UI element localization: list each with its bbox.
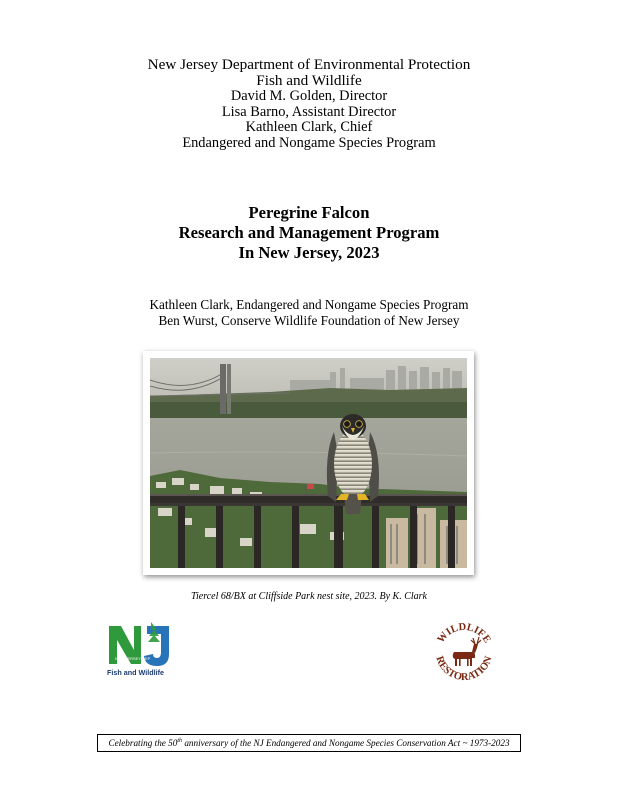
title-line-1: Peregrine Falcon	[248, 203, 370, 222]
wr-top-text: WILDLIFE	[435, 622, 493, 646]
director-line: David M. Golden, Director	[230, 88, 388, 104]
wildlife-restoration-logo	[432, 622, 496, 686]
nj-logo-small-text: NEW JERSEY DEP	[115, 656, 151, 661]
falcon-photo	[143, 351, 474, 575]
wildlife-restoration-icon	[432, 622, 496, 686]
author-1: Kathleen Clark, Endangered and Nongame Species Program	[149, 297, 469, 312]
photo-caption: Tiercel 68/BX at Cliffside Park nest site, 2023. By K. Clark	[191, 591, 427, 602]
chief-line: Kathleen Clark, Chief	[245, 119, 373, 135]
report-title	[0, 203, 618, 263]
svg-text:WILDLIFE	[436, 622, 493, 645]
agency-header	[0, 57, 618, 151]
deer-icon	[453, 637, 481, 666]
title-line-3: In New Jersey, 2023	[238, 243, 380, 262]
wr-bottom-text: RESTORATION	[433, 654, 495, 684]
banner-superscript: th	[177, 738, 183, 744]
anniversary-banner	[97, 734, 521, 752]
assistant-director-line: Lisa Barno, Assistant Director	[221, 103, 397, 120]
title-line-2: Research and Management Program	[178, 223, 440, 242]
banner-text-start: Celebrating the 50	[108, 738, 178, 748]
banner-text-end: anniversary of the NJ Endangered and Nongame Species Conservation Act ~ 1973-2023	[182, 738, 510, 748]
nj-fish-wildlife-logo	[107, 620, 173, 682]
agency-division: Fish and Wildlife	[256, 72, 362, 89]
authors	[0, 297, 618, 329]
nj-logo-icon	[107, 620, 173, 668]
falcon-photo-image	[150, 358, 467, 568]
nj-logo-label: Fish and Wildlife	[107, 668, 165, 677]
author-2: Ben Wurst, Conserve Wildlife Foundation of New Jersey	[158, 313, 460, 328]
program-line: Endangered and Nongame Species Program	[182, 134, 436, 151]
agency-name: New Jersey Department of Environmental Protection	[147, 56, 471, 73]
